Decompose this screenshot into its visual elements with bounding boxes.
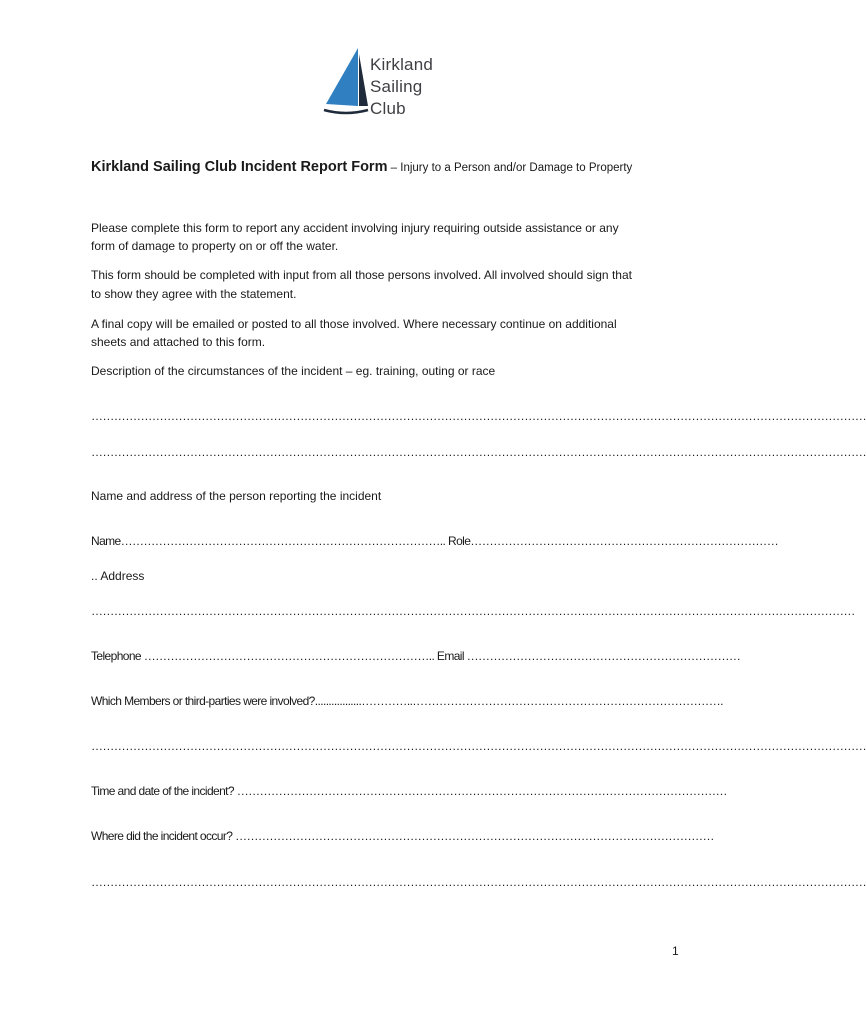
intro-p3-line1: A final copy will be emailed or posted to all those involved. Where necessary continue on additional — [91, 317, 617, 331]
intro-p1-line1: Please complete this form to report any accident involving injury requiring outside assistance or any — [91, 221, 619, 235]
telephone-email-field[interactable]: Telephone ………………………………………………………………….. Email ……………………………………………………………… — [91, 649, 741, 663]
logo-line-1: Kirkland — [370, 55, 434, 74]
logo-wordmark — [370, 54, 433, 120]
intro-p3-line2: sheets and attached to this form. — [91, 335, 266, 349]
sailboat-icon — [322, 44, 370, 122]
club-logo — [322, 44, 452, 124]
intro-p2-line2: to show they agree with the statement. — [91, 287, 297, 301]
description-line-2[interactable]: …………………………………………………………………………………………………………………………………………………………………………………… — [91, 445, 866, 459]
time-date-field[interactable]: Time and date of the incident? ………………………………………………………………………………………………………………… — [91, 784, 727, 798]
description-line-1[interactable]: …………………………………………………………………………………………………………………………………………………………………………………… — [91, 409, 866, 423]
reporter-heading: Name and address of the person reporting the incident — [91, 489, 382, 503]
description-prompt: Description of the circumstances of the incident – eg. training, outing or race — [91, 364, 496, 378]
members-involved-field[interactable]: Which Members or third-parties were involved?.................…………..………………………………………………………………………. — [91, 694, 723, 708]
form-title-main: Kirkland Sailing Club Incident Report Form — [91, 159, 388, 175]
name-role-field[interactable]: Name………………………………………………………………………….. Role……………………………………………………………………… — [91, 534, 779, 548]
location-field[interactable]: Where did the incident occur? ……………………………………………………………………………………………………………… — [91, 829, 714, 843]
intro-p2-line1: This form should be completed with input from all those persons involved. All involved should sign that — [91, 268, 632, 282]
intro-p1-line2: form of damage to property on or off the water. — [91, 239, 339, 253]
logo-line-2: Sailing — [370, 77, 423, 96]
address-label: .. Address — [91, 569, 145, 583]
form-title-sub: – Injury to a Person and/or Damage to Property — [387, 162, 633, 174]
members-involved-line-2[interactable]: …………………………………………………………………………………………………………………………………………………………………………………… — [91, 739, 866, 753]
address-field[interactable]: ………………………………………………………………………………………………………………………………………………………………………………… — [91, 604, 855, 618]
location-line-2[interactable]: …………………………………………………………………………………………………………………………………………………………………………………… — [91, 875, 866, 889]
logo-line-3: Club — [370, 99, 406, 118]
page-number: 1 — [672, 944, 679, 958]
form-title — [91, 158, 632, 176]
